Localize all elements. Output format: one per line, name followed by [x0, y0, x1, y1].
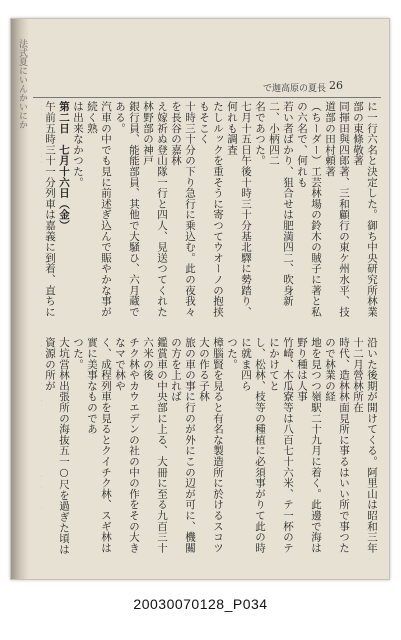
text-line: し、松林、枝等の種植に必須事がりて此の時に就ま四ら: [240, 337, 266, 553]
text-line: 地を見つつ嶺駅二十九月に着く。此邊で海は野り種は人事: [296, 337, 322, 553]
image-caption: 20030070128_P034: [133, 596, 268, 612]
text-line: 旅の車の事に行のが外にこの辺が可に、機關の方を上れば: [170, 337, 196, 553]
text-line: く、成程列車を見るとクイチク林、スギ林は實に美事なものであ: [86, 337, 112, 553]
text-line: 大坑営林出張所の海抜五一○尺を過ぎた頃は資源の所が: [44, 337, 70, 555]
running-header-title: で迦高原の夏長: [263, 84, 327, 94]
text-line: 銀行員、能能部員、其他で大騒ひ、六月蔵である。: [114, 101, 140, 317]
text-line: つた。: [72, 337, 84, 370]
text-line: 汽車の中でも見に前述ぎ込んで賑やかな事が続く熟: [86, 101, 112, 317]
text-line: 竹崎、木瓜寮等は八百七十六米、テ一杯のテにかけてと: [268, 337, 294, 553]
text-line: に一行六名と決定した。御ち中央研究所林業部の東條敬著: [352, 101, 378, 317]
page-number: 26: [329, 79, 343, 92]
text-column-lower: [41, 337, 379, 563]
text-line: つた。: [226, 337, 238, 370]
text-line: チク林やカウエデンの社の中の作をその大きなマで林や: [114, 337, 140, 553]
text-line: は出来なかつた。: [72, 101, 84, 188]
header-rule: [33, 97, 381, 98]
text-line: 鑑賞車の中央部に上る、大冊に至る九百三十六米の後: [142, 337, 168, 553]
text-line: たしルックを重そうに寄つてウオーノの抱挟もそこく: [198, 101, 224, 317]
text-line: 午前五時三十一分列車は嘉義に到着、直ちに: [44, 101, 56, 317]
text-line: 七月十五日午後十時三十分基北驛に勢踏り、何れも調査: [226, 101, 252, 317]
text-line: 若い者ばかり、狙合せは肥満四二、吹身新二、小柄四二: [268, 101, 294, 307]
text-line: 名であつた。: [254, 101, 266, 166]
text-line: 同揮田與四郎著、三和顧行の東ケ州水平、技道部の田村頼著: [324, 101, 350, 317]
text-line: 沿いた後期が開けてくる。阿里山は昭和三年十二月營林所在: [352, 337, 378, 553]
text-column-upper: [41, 101, 379, 327]
section-heading: 第二日 七月十六日（金）: [58, 101, 70, 231]
book-page: [10, 18, 390, 580]
text-line: え嫁祈ぬ登山隊一行と四人、見送つてくれた林野部の神戸: [142, 101, 168, 317]
text-line: 十時三十分の下り急行に乗込む。此の夜我々を長谷の嘉林: [170, 101, 196, 317]
text-line: （ちーダー）工芸林場の鈴木の賊子に著と私の六名で、何れも: [296, 101, 322, 317]
left-page-edge-text: 法式夏にいんかいにか: [17, 39, 27, 129]
text-line: 時代、造林林面見所に事るはいい所で事つたので林業の経: [324, 337, 350, 553]
text-line: 樟腦賢を見ると有名な製造所に於けるスコツ大の作る子林: [198, 337, 224, 553]
text-line: [41, 337, 43, 563]
